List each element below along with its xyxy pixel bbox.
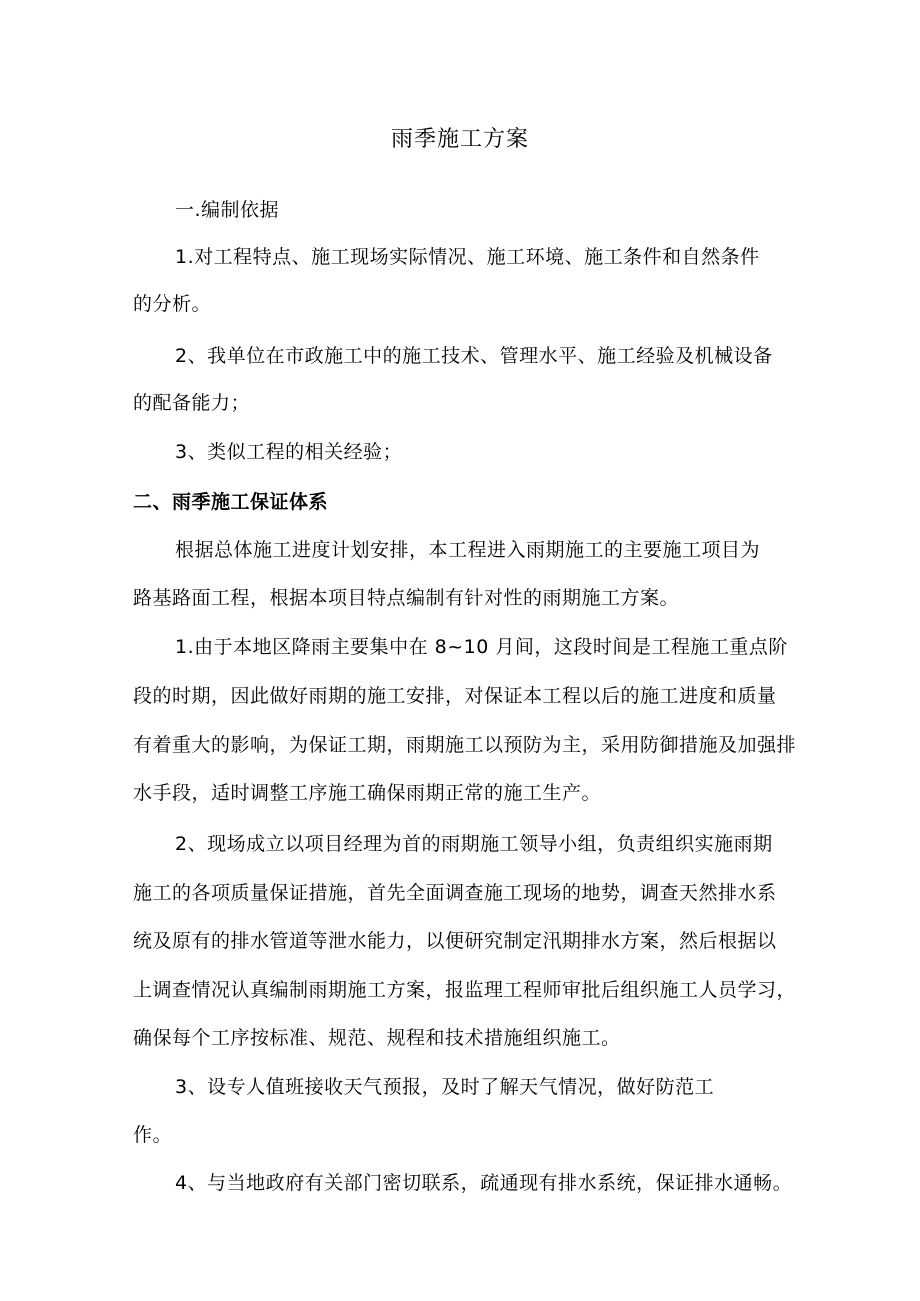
section1-item2-line1: 2、我单位在市政施工中的施工技术、管理水平、施工经验及机械设备 (175, 345, 773, 367)
section2-item2-line2: 施工的各项质量保证措施，首先全面调查施工现场的地势，调查天然排水系 (133, 882, 777, 904)
section2-item1-line4: 水手段，适时调整工序施工确保雨期正常的施工生产。 (133, 782, 602, 804)
section2-item3-line1: 3、设专人值班接收天气预报，及时了解天气情况，做好防范工 (175, 1076, 715, 1098)
section2-item3-line2: 作。 (133, 1124, 173, 1146)
section1-item2-line2: 的配备能力； (133, 392, 251, 414)
section2-item4: 4、与当地政府有关部门密切联系，疏通现有排水系统，保证排水通畅。 (175, 1172, 793, 1194)
section1-item3: 3、类似工程的相关经验； (175, 441, 403, 463)
section2-item2-line3: 统及原有的排水管道等泄水能力，以便研究制定汛期排水方案，然后根据以 (133, 930, 777, 952)
section2-item2-line1: 2、现场成立以项目经理为首的雨期施工领导小组，负责组织实施雨期 (175, 833, 773, 855)
section2-item1-line2: 段的时期，因此做好雨期的施工安排，对保证本工程以后的施工进度和质量 (133, 685, 777, 707)
section1-heading: 一.编制依据 (175, 199, 280, 221)
section2-item1-line1: 1.由于本地区降雨主要集中在 8~10 月间，这段时间是工程施工重点阶 (175, 636, 788, 658)
section2-intro-line2: 路基路面工程，根据本项目特点编制有针对性的雨期施工方案。 (133, 587, 680, 609)
section2-intro-line1: 根据总体施工进度计划安排，本工程进入雨期施工的主要施工项目为 (175, 539, 761, 561)
section2-item2-line5: 确保每个工序按标准、规范、规程和技术措施组织施工。 (133, 1027, 621, 1049)
section2-item2-line4: 上调查情况认真编制雨期施工方案，报监理工程师审批后组织施工人员学习， (133, 979, 797, 1001)
section2-item1-line3: 有着重大的影响，为保证工期，雨期施工以预防为主，采用防御措施及加强排 (133, 734, 797, 756)
document-title: 雨季施工方案 (390, 127, 529, 152)
section1-item1-line1: 1.对工程特点、施工现场实际情况、施工环境、施工条件和自然条件 (175, 246, 760, 268)
section2-heading: 二、雨季施工保证体系 (133, 491, 329, 513)
section1-item1-line2: 的分析。 (133, 293, 212, 315)
